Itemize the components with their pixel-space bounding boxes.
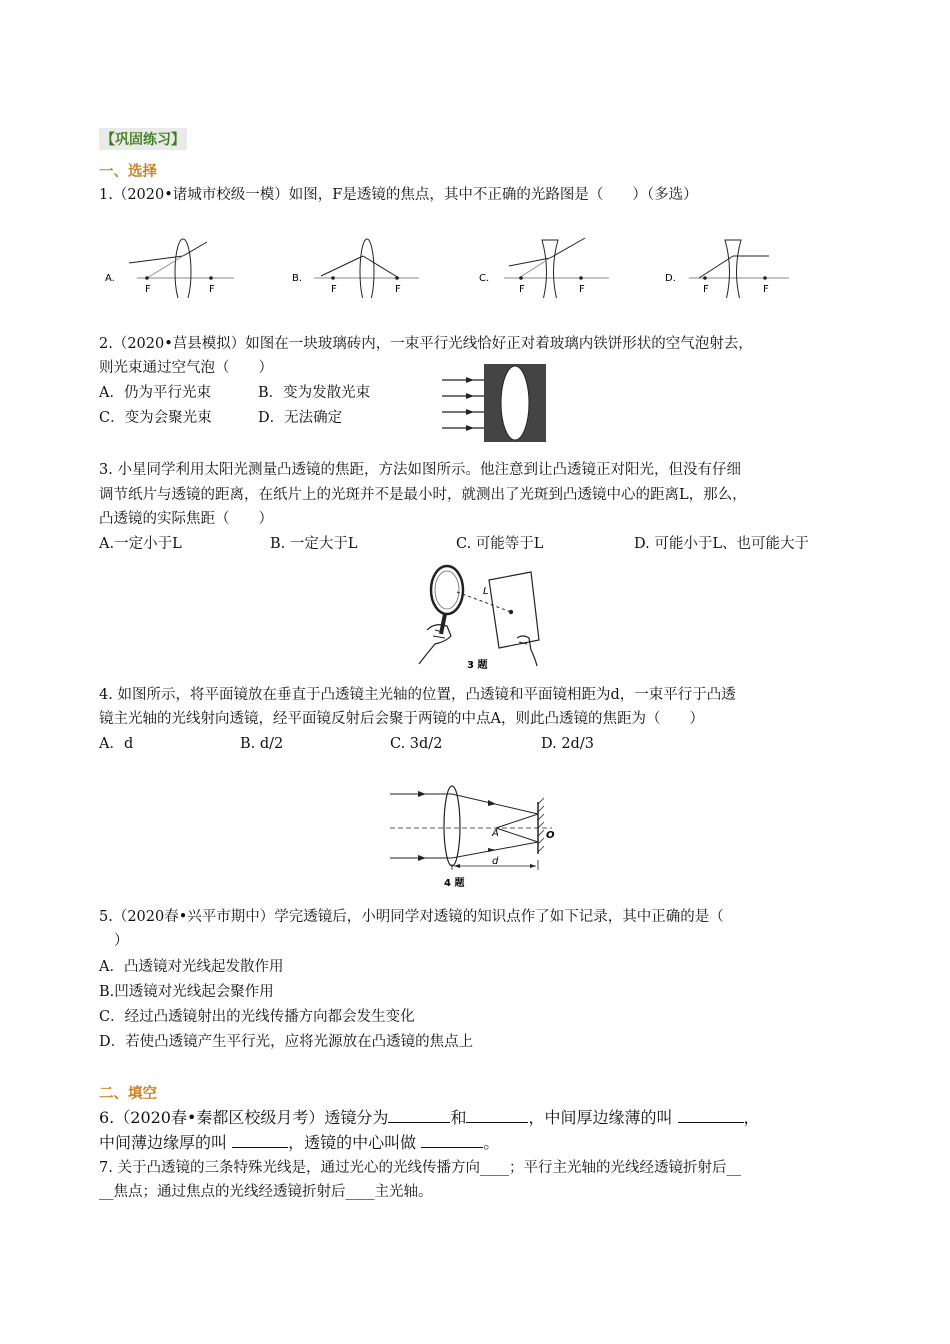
q4-figure-A: A: [492, 828, 499, 839]
q3-figure-L: L: [483, 586, 489, 597]
q6-blank-1[interactable]: [388, 1108, 450, 1123]
q3-figure-label: 3 题: [467, 660, 488, 671]
q1-text: 1.（2020•诸城市校级一模）如图，F是透镜的焦点，其中不正确的光路图是（ ）（多选）: [99, 187, 698, 203]
q6-text-6: ，透镜的中心叫做: [288, 1133, 422, 1152]
q4-line2: 镜主光轴的光线射向透镜，经平面镜反射后会聚于两镜的中点A，则此凸透镜的焦距为（ ）: [99, 711, 704, 727]
q4-option-d: D. 2d/3: [541, 736, 594, 752]
q6-line2: [99, 1131, 499, 1155]
q6-text-5: 中间薄边缘厚的叫: [99, 1133, 233, 1152]
q1-b-focus-right: F: [395, 284, 401, 295]
q2-figure: [440, 362, 550, 444]
q5-option-b: B.凹透镜对光线起会聚作用: [99, 984, 274, 1000]
q4-option-a: A．d: [99, 736, 134, 752]
q5-line2: ）: [114, 933, 129, 949]
q2-option-b: B．变为发散光束: [258, 385, 371, 401]
q7-line2: __焦点；通过焦点的光线经透镜折射后____主光轴。: [99, 1184, 433, 1200]
q4-figure-label: 4 题: [444, 878, 465, 889]
q3-option-c: C. 可能等于L: [456, 536, 544, 552]
section-title: 【巩固练习】: [99, 128, 187, 150]
q5-option-a: A．凸透镜对光线起发散作用: [99, 959, 284, 975]
q3-line2: 调节纸片与透镜的距离，在纸片上的光斑并不是最小时，就测出了光斑到凸透镜中心的距离L，那么，: [99, 487, 747, 503]
q1-c-focus-left: F: [519, 284, 525, 295]
q3-line1: 3. 小星同学利用太阳光测量凸透镜的焦距，方法如图所示。他注意到让凸透镜正对阳光，但没有仔细: [99, 462, 741, 478]
q4-option-c: C. 3d/2: [390, 736, 443, 752]
q3-option-d: D. 可能小于L、也可能大于: [634, 536, 809, 552]
q1-figure-c: [479, 238, 609, 298]
q3-option-b: B. 一定大于L: [270, 536, 358, 552]
q4-line1: 4. 如图所示，将平面镜放在垂直于凸透镜主光轴的位置，凸透镜和平面镜相距为d，一束平行于凸透: [99, 687, 736, 703]
q4-figure: [388, 780, 568, 890]
q6-blank-4[interactable]: [232, 1133, 288, 1148]
q3-option-a: A.一定小于L: [99, 536, 182, 552]
q1-figures: [99, 228, 819, 298]
q6-text-2: 和: [450, 1108, 467, 1127]
q1-d-focus-right: F: [763, 284, 769, 295]
q1-label-a: A.: [105, 273, 115, 284]
q4-figure-O: O: [546, 830, 555, 841]
q6-blank-3[interactable]: [678, 1108, 744, 1123]
q3-line3: 凸透镜的实际焦距（ ）: [99, 511, 273, 527]
q6-text-4: ，: [743, 1108, 760, 1127]
q1-label-c: C.: [479, 273, 490, 284]
q5-option-c: C．经过凸透镜射出的光线传播方向都会发生变化: [99, 1009, 415, 1025]
q1-d-focus-left: F: [703, 284, 709, 295]
q2-line1: 2.（2020•莒县模拟）如图在一块玻璃砖内，一束平行光线恰好正对着玻璃内铁饼形状的空气泡射去，: [99, 336, 753, 352]
q1-figure-a: [105, 239, 234, 298]
q2-line2: 则光束通过空气泡（ ）: [99, 360, 273, 376]
q4-option-b: B. d/2: [240, 736, 284, 752]
q1-figure-d: [665, 240, 789, 298]
q7-line1: 7. 关于凸透镜的三条特殊光线是，通过光心的光线传播方向____；平行主光轴的光线经透镜折射后__: [99, 1160, 741, 1176]
q1-a-focus-left: F: [145, 284, 151, 295]
q1-b-focus-left: F: [331, 284, 337, 295]
q6-blank-2[interactable]: [466, 1108, 528, 1123]
q1-label-b: B.: [292, 273, 303, 284]
q1-figure-b: [292, 239, 419, 298]
q2-option-a: A．仍为平行光束: [99, 385, 211, 401]
q1-a-focus-right: F: [209, 284, 215, 295]
q1-label-d: D.: [665, 273, 676, 284]
q4-figure-d: d: [492, 856, 499, 867]
q6-text-1: 6.（2020春•秦都区校级月考）透镜分为: [99, 1108, 389, 1127]
q6-text-3: ，中间厚边缘薄的叫: [528, 1108, 678, 1127]
q2-option-c: C．变为会聚光束: [99, 410, 212, 426]
part1-title: 一、选择: [99, 164, 157, 180]
q6-text-7: 。: [483, 1133, 500, 1152]
q3-figure: [405, 560, 555, 672]
q5-line1: 5.（2020春•兴平市期中）学完透镜后，小明同学对透镜的知识点作了如下记录，其中正确的是（: [99, 909, 724, 925]
q6-blank-5[interactable]: [421, 1133, 483, 1148]
q1-c-focus-right: F: [579, 284, 585, 295]
q2-option-d: D．无法确定: [258, 410, 343, 426]
q5-option-d: D．若使凸透镜产生平行光，应将光源放在凸透镜的焦点上: [99, 1034, 474, 1050]
part2-title: 二、填空: [99, 1086, 157, 1102]
q6-line1: [99, 1106, 760, 1130]
